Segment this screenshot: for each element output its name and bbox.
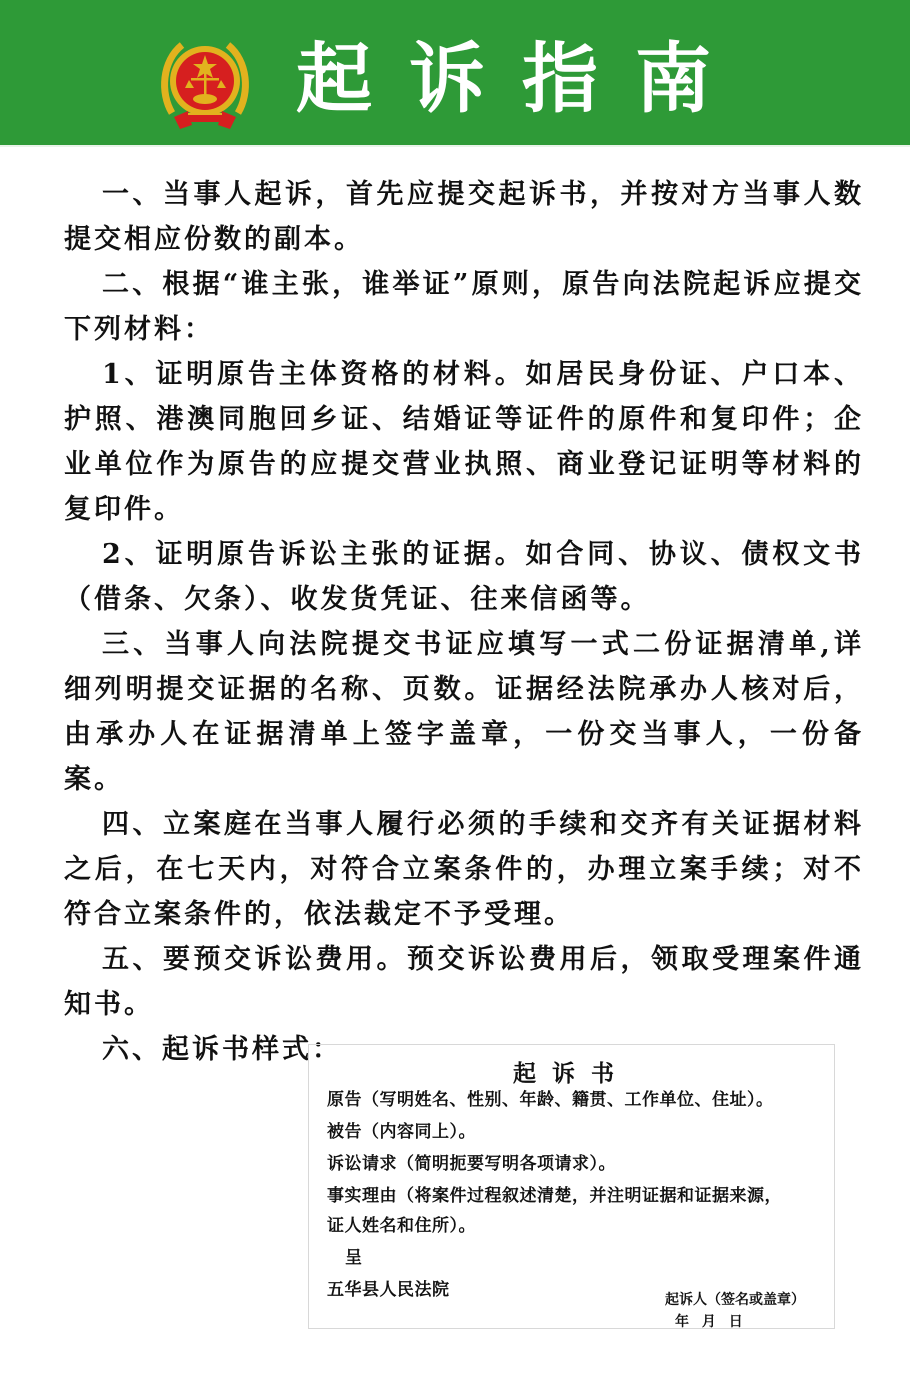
sample-signer: 起诉人（签名或盖章） <box>665 1292 805 1308</box>
sample-line: 五华县人民法院 <box>327 1280 450 1300</box>
complaint-sample-box <box>308 1044 835 1329</box>
sample-line: 证人姓名和住所）。 <box>327 1216 476 1236</box>
guide-paragraph: 1、证明原告主体资格的材料。如居民身份证、户口本、护照、港澳同胞回乡证、结婚证等证件的原件和复印件；企业单位作为原告的应提交营业执照、商业登记证明等材料的复印件。 <box>64 359 864 525</box>
guide-paragraph: 六、起诉书样式： <box>102 1034 342 1065</box>
sample-date: 年 月 日 <box>675 1314 747 1330</box>
guide-paragraph: 二、根据“谁主张，谁举证”原则，原告向法院起诉应提交下列材料： <box>64 269 864 345</box>
sample-title: 起诉书 <box>513 1060 630 1087</box>
sample-line: 被告（内容同上）。 <box>327 1122 476 1142</box>
court-emblem-icon <box>158 33 252 133</box>
sample-line: 诉讼请求（简明扼要写明各项请求）。 <box>327 1154 616 1174</box>
sample-line: 事实理由（将案件过程叙述清楚，并注明证据和证据来源， <box>327 1186 782 1206</box>
guide-paragraph: 2、证明原告诉讼主张的证据。如合同、协议、债权文书（借条、欠条）、收发货凭证、往来信函等。 <box>64 539 864 615</box>
sample-line: 呈 <box>345 1248 363 1268</box>
page-title: 起诉指南 <box>296 34 748 123</box>
guide-paragraph: 五、要预交诉讼费用。预交诉讼费用后，领取受理案件通知书。 <box>64 944 864 1020</box>
sample-line: 原告（写明姓名、性别、年龄、籍贯、工作单位、住址）。 <box>327 1090 774 1110</box>
guide-content <box>64 172 864 1072</box>
guide-paragraph: 四、立案庭在当事人履行必须的手续和交齐有关证据材料之后，在七天内，对符合立案条件的，办理立案手续；对不符合立案条件的，依法裁定不予受理。 <box>64 809 864 930</box>
guide-paragraph: 一、当事人起诉，首先应提交起诉书，并按对方当事人数提交相应份数的副本。 <box>64 179 864 255</box>
guide-paragraph: 三、当事人向法院提交书证应填写一式二份证据清单,详细列明提交证据的名称、页数。证据经法院承办人核对后，由承办人在证据清单上签字盖章，一份交当事人，一份备案。 <box>64 629 864 795</box>
header-banner <box>0 0 910 147</box>
